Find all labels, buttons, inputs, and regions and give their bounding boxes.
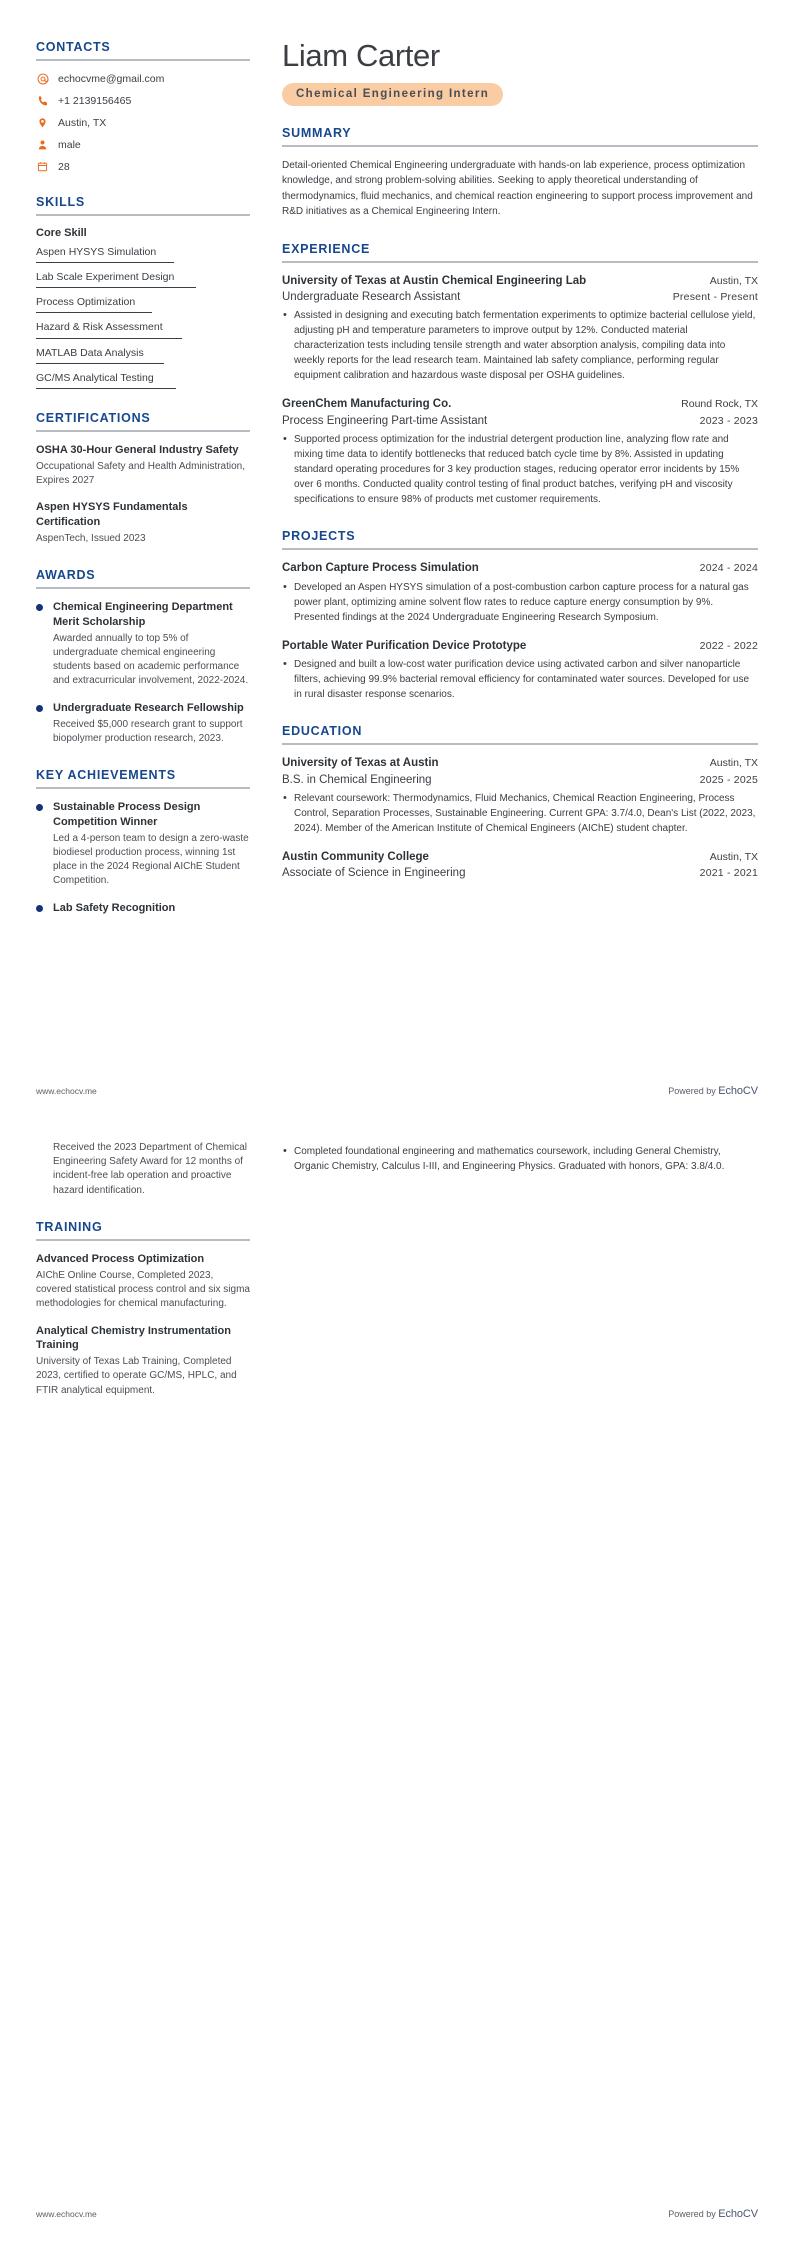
footer-brand [668, 2208, 758, 2220]
award-desc: Received $5,000 research grant to support biopolymer production research, 2023. [53, 718, 243, 745]
skill-underline [36, 338, 182, 339]
contact-age-value: 28 [58, 160, 70, 173]
experience-item [282, 274, 758, 384]
contact-location-value: Austin, TX [58, 116, 107, 129]
education-dates: 2025 - 2025 [699, 773, 758, 786]
education-school: Austin Community College [282, 850, 429, 863]
phone-icon [36, 94, 49, 107]
section-divider [282, 548, 758, 550]
list-item: • Completed foundational engineering and mathematics coursework, including General Chemistry, Organic Chemistry, Calculus I-III, and Engineering Physics. Graduated with honors, GPA: 3.8/4.0. [282, 1144, 758, 1174]
skill-entry [36, 372, 250, 389]
project-dates: 2024 - 2024 [699, 562, 758, 575]
section-title-awards: AWARDS [36, 568, 96, 583]
section-projects [282, 529, 758, 702]
project-item [282, 561, 758, 625]
education-continuation [282, 1144, 758, 1174]
achievement-title: Sustainable Process Design Competition Winner [53, 801, 201, 828]
page-footer [36, 1085, 758, 1097]
skill-label: Hazard & Risk Assessment [36, 321, 163, 334]
contact-age[interactable] [36, 160, 250, 173]
section-title-summary: SUMMARY [282, 125, 352, 140]
training-title: Advanced Process Optimization [36, 1252, 205, 1265]
sidebar-column [36, 40, 268, 940]
skill-entry [36, 246, 250, 263]
experience-location: Round Rock, TX [681, 398, 758, 411]
experience-location: Austin, TX [709, 274, 758, 287]
experience-dates: Present - Present [672, 291, 758, 304]
section-title-skills: SKILLS [36, 195, 85, 209]
experience-bullets [282, 432, 758, 507]
skill-entry [36, 321, 250, 338]
footer-powered-label: Powered by [668, 1086, 719, 1096]
experience-role: Process Engineering Part-time Assistant [282, 414, 488, 427]
bullet-dot-icon [36, 905, 43, 912]
section-key-achievements [36, 768, 250, 918]
achievement-title: Lab Safety Recognition [53, 901, 176, 914]
achievement-desc: Received the 2023 Department of Chemical Engineering Safety Award for 12 months of incident-free lab operation and proactive hazard identification. [53, 1142, 247, 1196]
education-degree: B.S. in Chemical Engineering [282, 773, 432, 786]
project-bullets [282, 580, 758, 625]
role-badge: Chemical Engineering Intern [282, 83, 503, 106]
footer-website[interactable]: www.echocv.me [36, 2209, 97, 2219]
list-item: • Assisted in designing and executing batch fermentation experiments to optimize bacterial cellulose yield, adjusting pH and temperature parameters to improve output by 12%. Conducted material characterization tests including tensile strength and water absorption analysis, compiling data into weekly reports for the lead research team. Maintained lab safety compliance, performing regular equipment calibration and hazardous waste disposal per OSHA guidelines. [282, 308, 758, 383]
contact-gender-value: male [58, 138, 81, 151]
achievement-desc: Led a 4-person team to design a zero-waste biodiesel production process, winning 1st place in the 2024 Regional AIChE Student Competition. [53, 832, 249, 887]
experience-dates: 2023 - 2023 [699, 414, 758, 427]
education-item [282, 756, 758, 836]
project-title: Portable Water Purification Device Prototype [282, 639, 527, 652]
experience-role: Undergraduate Research Assistant [282, 291, 461, 304]
award-item [36, 600, 250, 688]
training-item [36, 1324, 250, 1398]
section-awards [36, 568, 250, 746]
section-divider [282, 145, 758, 147]
section-divider [36, 430, 250, 432]
project-bullets [282, 657, 758, 702]
section-divider [36, 787, 250, 789]
bullet-dot-icon [36, 705, 43, 712]
certification-item [36, 443, 250, 489]
section-divider [36, 587, 250, 589]
skill-label: Aspen HYSYS Simulation [36, 246, 157, 258]
page-footer [36, 2208, 758, 2220]
certification-desc: Occupational Safety and Health Administration, Expires 2027 [36, 461, 246, 487]
certification-desc: AspenTech, Issued 2023 [36, 533, 146, 545]
section-title-key-achievements: KEY ACHIEVEMENTS [36, 768, 176, 783]
summary-text: Detail-oriented Chemical Engineering undergraduate with hands-on lab experience, process optimization knowledge, and strong problem-solving abilities. Seeking to apply theoretical understanding of thermodynamics, fluid mechanics, and chemical reaction engineering to support process improvement and R&D initiatives as a Chemical Engineering Intern. [282, 159, 753, 218]
experience-bullets [282, 308, 758, 383]
experience-item [282, 397, 758, 507]
list-item: • Designed and built a low-cost water purification device using activated carbon and silver nanoparticle filters, achieving 99.9% bacterial removal efficiency for contaminated water sources. Developed for use in rural disaster response scenarios. [282, 657, 758, 702]
section-divider [36, 1239, 250, 1241]
footer-brand-name: EchoCV [718, 1085, 758, 1097]
skill-label: Lab Scale Experiment Design [36, 271, 175, 284]
bullet-dot-icon [36, 604, 43, 611]
project-dates: 2022 - 2022 [699, 639, 758, 652]
contact-location[interactable] [36, 116, 250, 129]
skill-entry [36, 271, 250, 288]
contact-email[interactable] [36, 72, 250, 85]
award-item [36, 701, 250, 747]
achievement-item [36, 1141, 250, 1198]
experience-org: University of Texas at Austin Chemical Engineering Lab [282, 274, 587, 287]
project-item [282, 639, 758, 703]
main-column-continued [268, 1141, 758, 1420]
section-certifications [36, 411, 250, 546]
training-title: Analytical Chemistry Instrumentation Training [36, 1324, 231, 1351]
skill-underline [36, 363, 164, 364]
contact-email-value: echocvme@gmail.com [58, 72, 165, 85]
experience-org: GreenChem Manufacturing Co. [282, 398, 452, 411]
award-desc: Awarded annually to top 5% of undergraduate chemical engineering students based on academic performance and extracurricular involvement, 2022-2024. [53, 632, 249, 687]
training-desc: AIChE Online Course, Completed 2023, covered statistical process control and six sigma methodologies for chemical manufacturing. [36, 1270, 250, 1310]
section-divider [282, 261, 758, 263]
skill-entry [36, 347, 250, 364]
contact-gender[interactable] [36, 138, 250, 151]
section-divider [282, 743, 758, 745]
page-title: Liam Carter [282, 38, 440, 73]
education-degree: Associate of Science in Engineering [282, 867, 466, 880]
skill-label: GC/MS Analytical Testing [36, 371, 154, 384]
contact-phone-value: +1 2139156465 [58, 94, 132, 107]
section-contacts [36, 40, 250, 173]
achievement-continuation [36, 1141, 250, 1198]
list-item: • Relevant coursework: Thermodynamics, Fluid Mechanics, Chemical Reaction Engineering, Process Control, Separation Processes, Sustainable Engineering. Current GPA: 3.7/4.0, Dean's List (2022, 2023, 2024). Member of the American Institute of Chemical Engineers (AIChE) student chapter. [282, 791, 758, 836]
section-skills [36, 195, 250, 389]
footer-website[interactable]: www.echocv.me [36, 1086, 97, 1096]
bullet-dot-icon [36, 804, 43, 811]
skill-group-label: Core Skill [36, 227, 87, 239]
list-item: • Supported process optimization for the industrial detergent production line, analyzing flow rate and mixing time data to identify bottlenecks that reduced batch cycle time by 8%. Assisted in updating standard operating procedures for 3 key production stages, reducing operator error incidents by 15% over 6 months. Conducted quality control testing of final product batches, verifying pH and viscosity specifications to ensure 98% of products met customer requirements. [282, 432, 758, 507]
calendar-icon [36, 160, 49, 173]
section-title-training: TRAINING [36, 1219, 103, 1234]
skill-underline [36, 312, 152, 313]
section-title-certifications: CERTIFICATIONS [36, 410, 151, 425]
education-location: Austin, TX [709, 850, 758, 863]
resume-page-2 [0, 1123, 794, 2246]
skill-entry [36, 296, 250, 313]
certification-title: Aspen HYSYS Fundamentals Certification [36, 501, 188, 528]
section-title-contacts: CONTACTS [36, 40, 111, 54]
education-school: University of Texas at Austin [282, 757, 439, 770]
footer-brand [668, 1085, 758, 1097]
skill-underline [36, 262, 174, 263]
skill-underline [36, 287, 196, 288]
section-experience [282, 242, 758, 507]
skill-underline [36, 388, 176, 389]
award-title: Chemical Engineering Department Merit Scholarship [53, 601, 233, 628]
education-bullets [282, 791, 758, 836]
education-bullets [282, 1144, 758, 1174]
training-desc: University of Texas Lab Training, Completed 2023, certified to operate GC/MS, HPLC, and FTIR analytical equipment. [36, 1356, 237, 1396]
location-pin-icon [36, 116, 49, 129]
section-title-education: EDUCATION [282, 724, 363, 739]
achievement-item [36, 800, 250, 888]
section-divider [36, 59, 250, 61]
section-summary [282, 126, 758, 220]
certification-item [36, 500, 250, 546]
footer-brand-name: EchoCV [718, 2208, 758, 2220]
main-column [268, 40, 758, 940]
skill-label: MATLAB Data Analysis [36, 346, 144, 359]
person-icon [36, 138, 49, 151]
certification-title: OSHA 30-Hour General Industry Safety [36, 443, 239, 456]
section-divider [36, 214, 250, 216]
list-item: • Developed an Aspen HYSYS simulation of a post-combustion carbon capture process for a natural gas power plant, optimizing amine solvent flow rates to reduce capture energy consumption by 9%. Presented findings at the 2024 Undergraduate Engineering Research Symposium. [282, 580, 758, 625]
footer-powered-label: Powered by [668, 2209, 719, 2219]
education-location: Austin, TX [709, 757, 758, 770]
training-item [36, 1252, 250, 1312]
contact-phone[interactable] [36, 94, 250, 107]
section-title-projects: PROJECTS [282, 529, 356, 544]
section-title-experience: EXPERIENCE [282, 241, 371, 256]
education-item [282, 850, 758, 882]
sidebar-column-continued [36, 1141, 268, 1420]
section-training [36, 1220, 250, 1398]
project-title: Carbon Capture Process Simulation [282, 562, 479, 575]
achievement-item [36, 901, 250, 918]
section-education [282, 724, 758, 881]
education-dates: 2021 - 2021 [699, 867, 758, 880]
skill-label: Process Optimization [36, 296, 136, 309]
award-title: Undergraduate Research Fellowship [53, 701, 244, 714]
email-icon [36, 72, 49, 85]
